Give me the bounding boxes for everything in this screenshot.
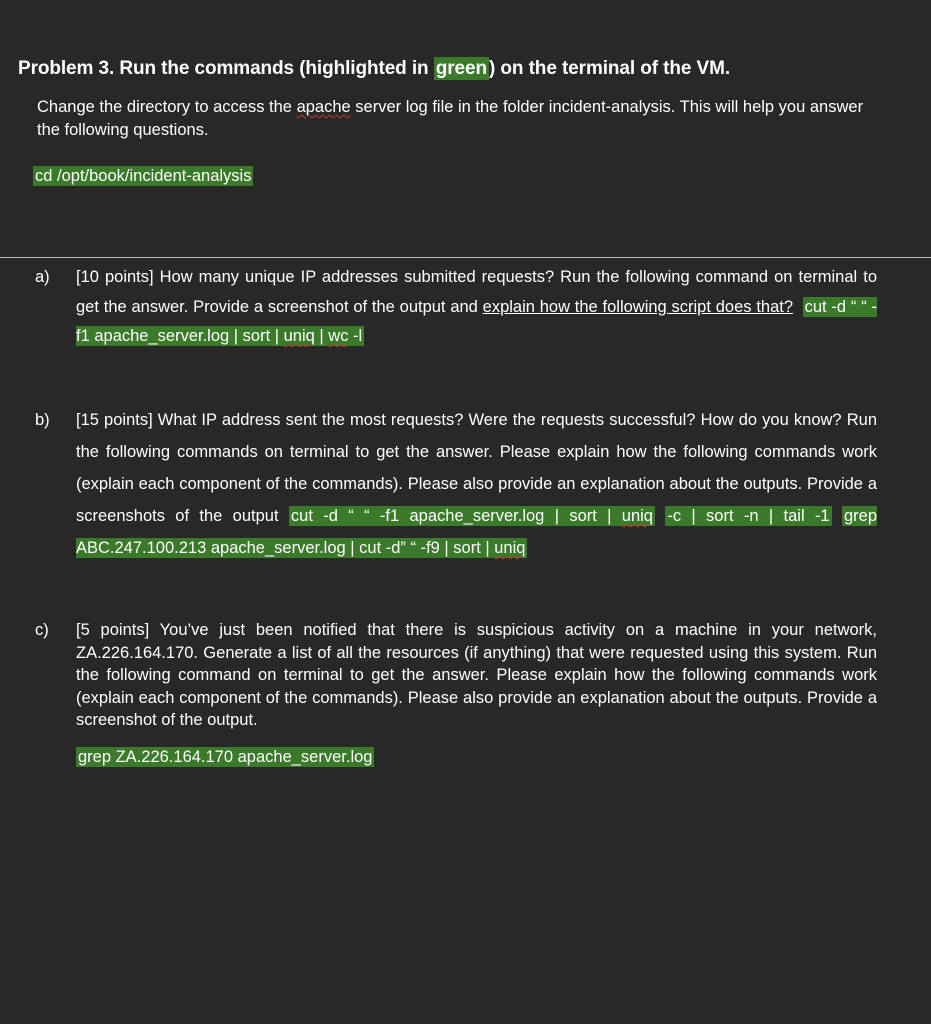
question-a-cmd-wc: wc <box>328 327 349 345</box>
question-a-cmd-part1: cut -d “ “ -f1 apache_server.log | sort | <box>76 297 877 345</box>
question-b-body <box>76 404 877 564</box>
question-a-body <box>76 263 877 352</box>
question-c <box>35 619 877 768</box>
section-divider <box>0 257 931 258</box>
question-a-cmd-uniq: uniq <box>283 327 315 345</box>
question-c-command: grep ZA.226.164.170 apache_server.log <box>78 747 373 766</box>
question-c-command-line <box>76 746 877 768</box>
title-suffix: ) on the terminal of the VM. <box>488 58 731 79</box>
cd-command-line <box>33 167 253 186</box>
intro-paragraph <box>37 96 882 142</box>
question-b-cmd1-part: cut -d “ “ -f1 apache_server.log | sort | <box>290 507 622 525</box>
question-a-cmd-sep: | <box>314 327 329 345</box>
question-b-label: b) <box>35 411 50 429</box>
question-b-cmd2-uniq: uniq <box>494 539 526 557</box>
title-green-highlight: green <box>435 58 487 79</box>
question-a-underlined: explain how the following script does that? <box>482 297 794 316</box>
intro-part2: server log file in the folder incident-analysis. This will help you answer the following questions. <box>37 98 864 139</box>
question-a-cmd-end: -l <box>348 327 363 345</box>
question-c-text: [5 points] You’ve just been notified that there is suspicious activity on a machine in your network, ZA.226.164.170. Generate a list of all the resources (if anything) that were requested using this system. Run the following command on terminal to get the answer. Please explain how the following commands work (explain each component of the commands). Please also provide an explanation about the outputs. Provide a screenshot of the output. <box>76 621 877 729</box>
intro-apache-word: apache <box>296 98 351 116</box>
question-a-label: a) <box>35 268 50 286</box>
question-a <box>35 263 877 352</box>
question-b-cmd1-uniq: uniq <box>621 507 653 525</box>
question-b-cmd2-part: grep ABC.247.100.213 apache_server.log | cut -d” “ -f9 | sort | <box>76 507 877 557</box>
question-a-text: [10 points] How many unique IP addresses submitted requests? Run the following command on terminal to get the answer. Provide a screenshot of the output and <box>76 268 877 316</box>
question-b-command-1-end: -c | sort -n | tail -1 <box>667 507 830 525</box>
question-b-command-1 <box>289 506 655 526</box>
intro-part1: Change the directory to access the <box>37 98 297 116</box>
question-b <box>35 404 877 564</box>
title-prefix: Problem 3. Run the commands (highlighted in <box>18 58 434 79</box>
problem-title <box>18 58 730 80</box>
question-b-text: [15 points] What IP address sent the most requests? Were the requests successful? How do you know? Run the following commands on terminal to get the answer. Please explain how the following commands work (explain each component of the commands). Please also provide an explanation about the outputs. Provide a screenshots of the output <box>76 411 877 525</box>
question-c-label: c) <box>35 621 49 639</box>
cd-command: cd /opt/book/incident-analysis <box>35 167 252 185</box>
